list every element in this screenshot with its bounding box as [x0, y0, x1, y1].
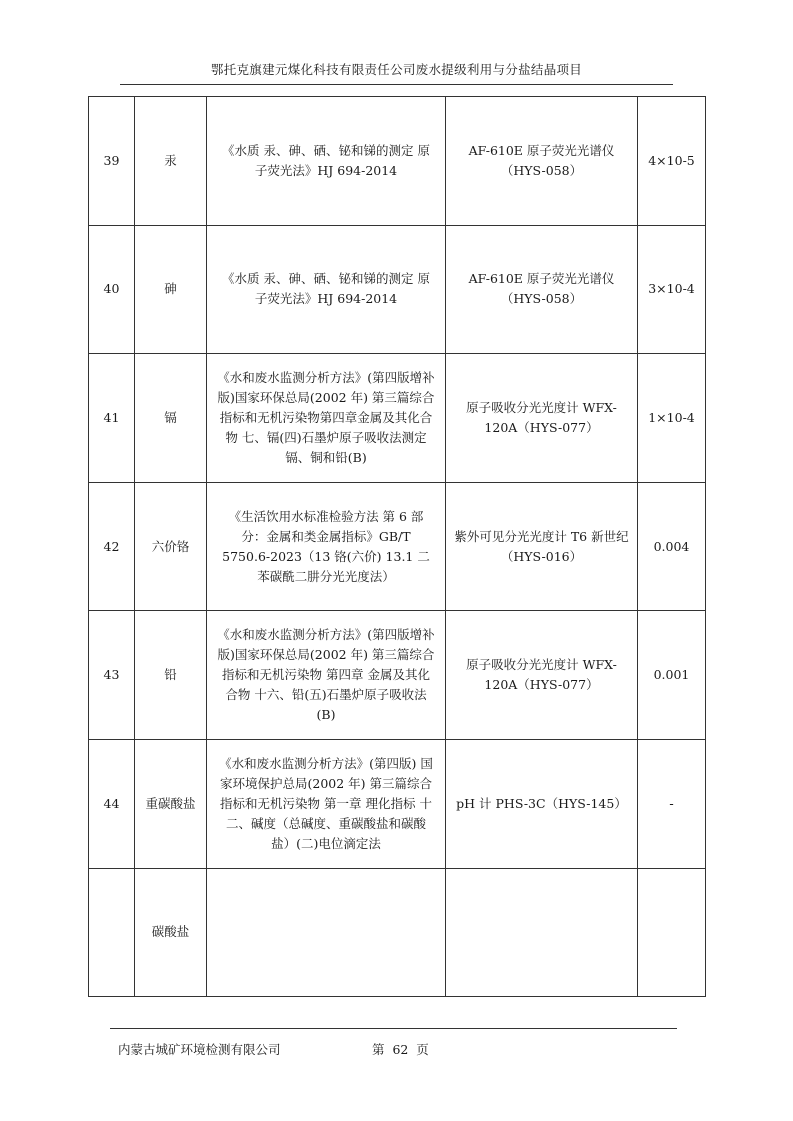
table-row — [89, 611, 706, 740]
analysis-methods-table — [88, 96, 706, 997]
analysis-method: 《水质 汞、砷、硒、铋和锑的测定 原子荧光法》HJ 694-2014 — [207, 225, 446, 354]
analysis-method: 《生活饮用水标准检验方法 第 6 部分：金属和类金属指标》GB/T 5750.6-2023（13 铬(六价) 13.1 二苯碳酰二肼分光光度法） — [207, 482, 446, 611]
row-number: 43 — [89, 611, 135, 740]
row-number: 44 — [89, 739, 135, 868]
row-number: 40 — [89, 225, 135, 354]
analysis-method: 《水和废水监测分析方法》(第四版) 国家环境保护总局(2002 年) 第三篇综合指标和无机污染物 第一章 理化指标 十二、碱度（总碱度、重碳酸盐和碳酸盐）(二)电位滴定法 — [207, 739, 446, 868]
test-item: 碳酸盐 — [135, 868, 207, 997]
test-item: 重碳酸盐 — [135, 739, 207, 868]
instrument: 紫外可见分光光度计 T6 新世纪（HYS-016） — [446, 482, 638, 611]
instrument: 原子吸收分光光度计 WFX-120A（HYS-077） — [446, 611, 638, 740]
row-number: 41 — [89, 354, 135, 483]
test-item: 汞 — [135, 97, 207, 226]
test-item: 铅 — [135, 611, 207, 740]
detection-limit: 0.001 — [638, 611, 706, 740]
page-number: 第 62 页 — [372, 1042, 429, 1057]
detection-limit: 3×10-4 — [638, 225, 706, 354]
analysis-method: 《水和废水监测分析方法》(第四版增补版)国家环保总局(2002 年) 第三篇综合指标和无机污染物 第四章 金属及其化合物 十六、铅(五)石墨炉原子吸收法(B) — [207, 611, 446, 740]
footer-divider — [110, 1028, 677, 1029]
instrument: AF-610E 原子荧光光谱仪（HYS-058） — [446, 97, 638, 226]
analysis-method: 《水和废水监测分析方法》(第四版增补版)国家环保总局(2002 年) 第三篇综合指标和无机污染物第四章金属及其化合物 七、镉(四)石墨炉原子吸收法测定镉、铜和铅(B) — [207, 354, 446, 483]
table-row — [89, 354, 706, 483]
table-row — [89, 482, 706, 611]
row-number — [89, 868, 135, 997]
detection-limit: 1×10-4 — [638, 354, 706, 483]
page-header-title: 鄂托克旗建元煤化科技有限责任公司废水提级利用与分盐结晶项目 — [210, 62, 583, 77]
detection-limit: 4×10-5 — [638, 97, 706, 226]
table-row — [89, 868, 706, 997]
header-divider — [120, 84, 673, 85]
table-row — [89, 97, 706, 226]
instrument: pH 计 PHS-3C（HYS-145） — [446, 739, 638, 868]
table-row — [89, 739, 706, 868]
row-number: 42 — [89, 482, 135, 611]
instrument — [446, 868, 638, 997]
test-item: 六价铬 — [135, 482, 207, 611]
test-item: 镉 — [135, 354, 207, 483]
row-number: 39 — [89, 97, 135, 226]
analysis-method — [207, 868, 446, 997]
footer-company-name: 内蒙古城矿环境检测有限公司 — [118, 1042, 281, 1057]
instrument: AF-610E 原子荧光光谱仪（HYS-058） — [446, 225, 638, 354]
table-row — [89, 225, 706, 354]
instrument: 原子吸收分光光度计 WFX-120A（HYS-077） — [446, 354, 638, 483]
detection-limit: 0.004 — [638, 482, 706, 611]
detection-limit: - — [638, 739, 706, 868]
detection-limit — [638, 868, 706, 997]
test-item: 砷 — [135, 225, 207, 354]
analysis-method: 《水质 汞、砷、硒、铋和锑的测定 原子荧光法》HJ 694-2014 — [207, 97, 446, 226]
